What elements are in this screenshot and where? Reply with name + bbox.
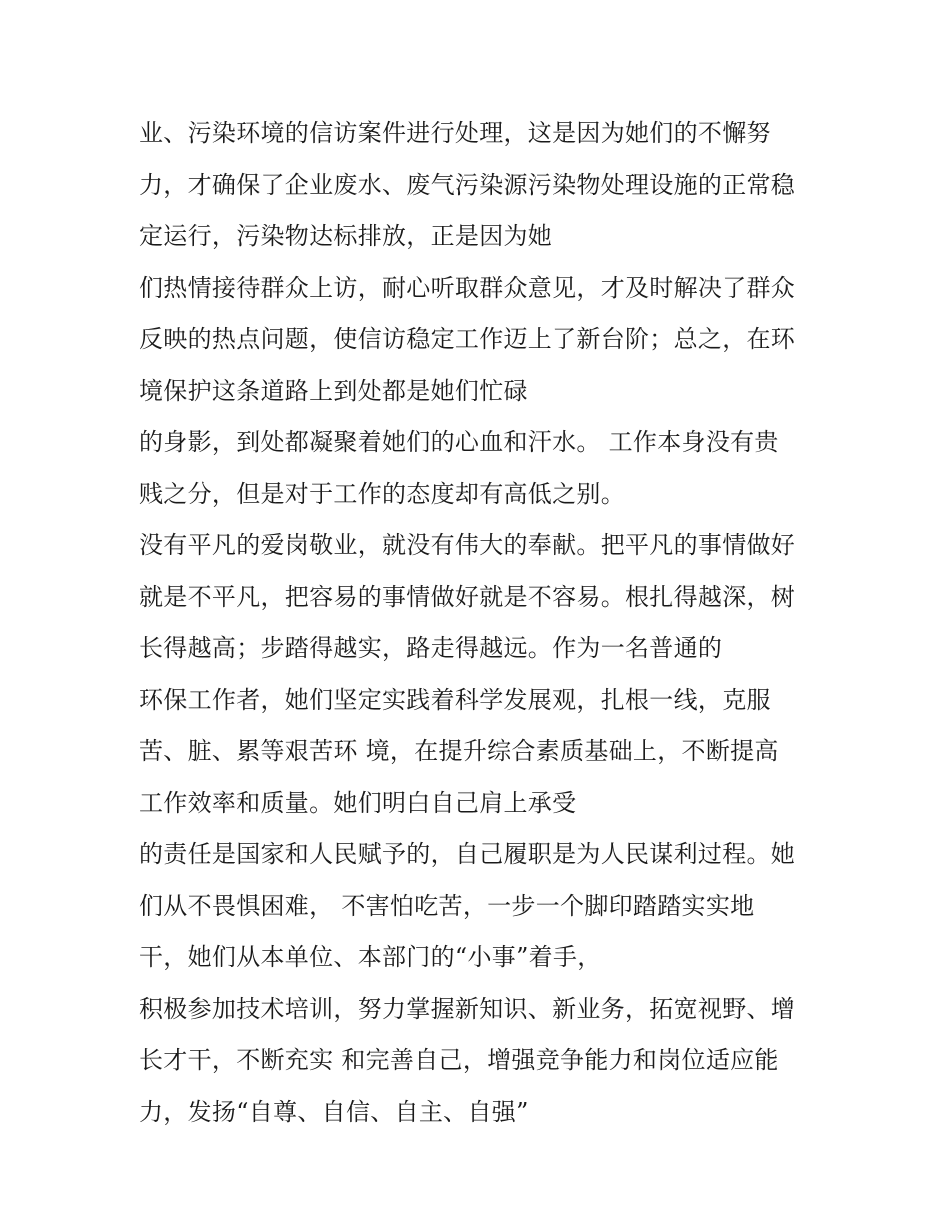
text-line: 们从不畏惧困难， 不害怕吃苦，一步一个脚印踏踏实实地 — [139, 891, 755, 920]
body-text — [139, 108, 839, 1138]
text-line: 力，发扬“自尊、自信、自主、自强” — [139, 1097, 529, 1126]
text-line: 积极参加技术培训，努力掌握新知识、新业务，拓宽视野、增 — [139, 994, 796, 1023]
text-line: 的身影，到处都凝聚着她们的心血和汗水。 工作本身没有贵 — [139, 428, 779, 456]
text-line: 业、污染环境的信访案件进行处理，这是因为她们的不懈努 — [139, 119, 771, 147]
text-line: 们热情接待群众上访，耐心听取群众意见，才及时解决了群众 — [139, 273, 796, 302]
text-line: 长得越高；步踏得越实，路走得越远。作为一名普通的 — [139, 634, 723, 662]
text-line: 就是不平凡，把容易的事情做好就是不容易。根扎得越深，树 — [139, 582, 796, 611]
text-line: 干，她们从本单位、本部门的“小事”着手， — [139, 943, 602, 971]
text-line: 工作效率和质量。她们明白自己肩上承受 — [139, 788, 577, 817]
text-line: 的责任是国家和人民赋予的，自己履职是为人民谋利过程。她 — [139, 840, 796, 868]
text-line: 反映的热点问题，使信访稳定工作迈上了新台阶；总之，在环 — [139, 325, 796, 353]
text-line: 贱之分，但是对于工作的态度却有高低之别。 — [139, 479, 625, 508]
text-line: 力，才确保了企业废水、废气污染源污染物处理设施的正常稳 — [139, 170, 796, 199]
text-line: 环保工作者，她们坚定实践着科学发展观，扎根一线，克服 — [139, 685, 771, 714]
text-line: 境保护这条道路上到处都是她们忙碌 — [139, 376, 528, 405]
text-line: 苦、脏、累等艰苦环 境，在提升综合素质基础上，不断提高 — [139, 737, 779, 765]
text-line: 长才干，不断充实 和完善自己，增强竞争能力和岗位适应能 — [139, 1046, 779, 1074]
text-line: 定运行，污染物达标排放，正是因为她 — [139, 222, 553, 250]
text-line: 没有平凡的爱岗敬业，就没有伟大的奉献。把平凡的事情做好 — [139, 531, 796, 559]
